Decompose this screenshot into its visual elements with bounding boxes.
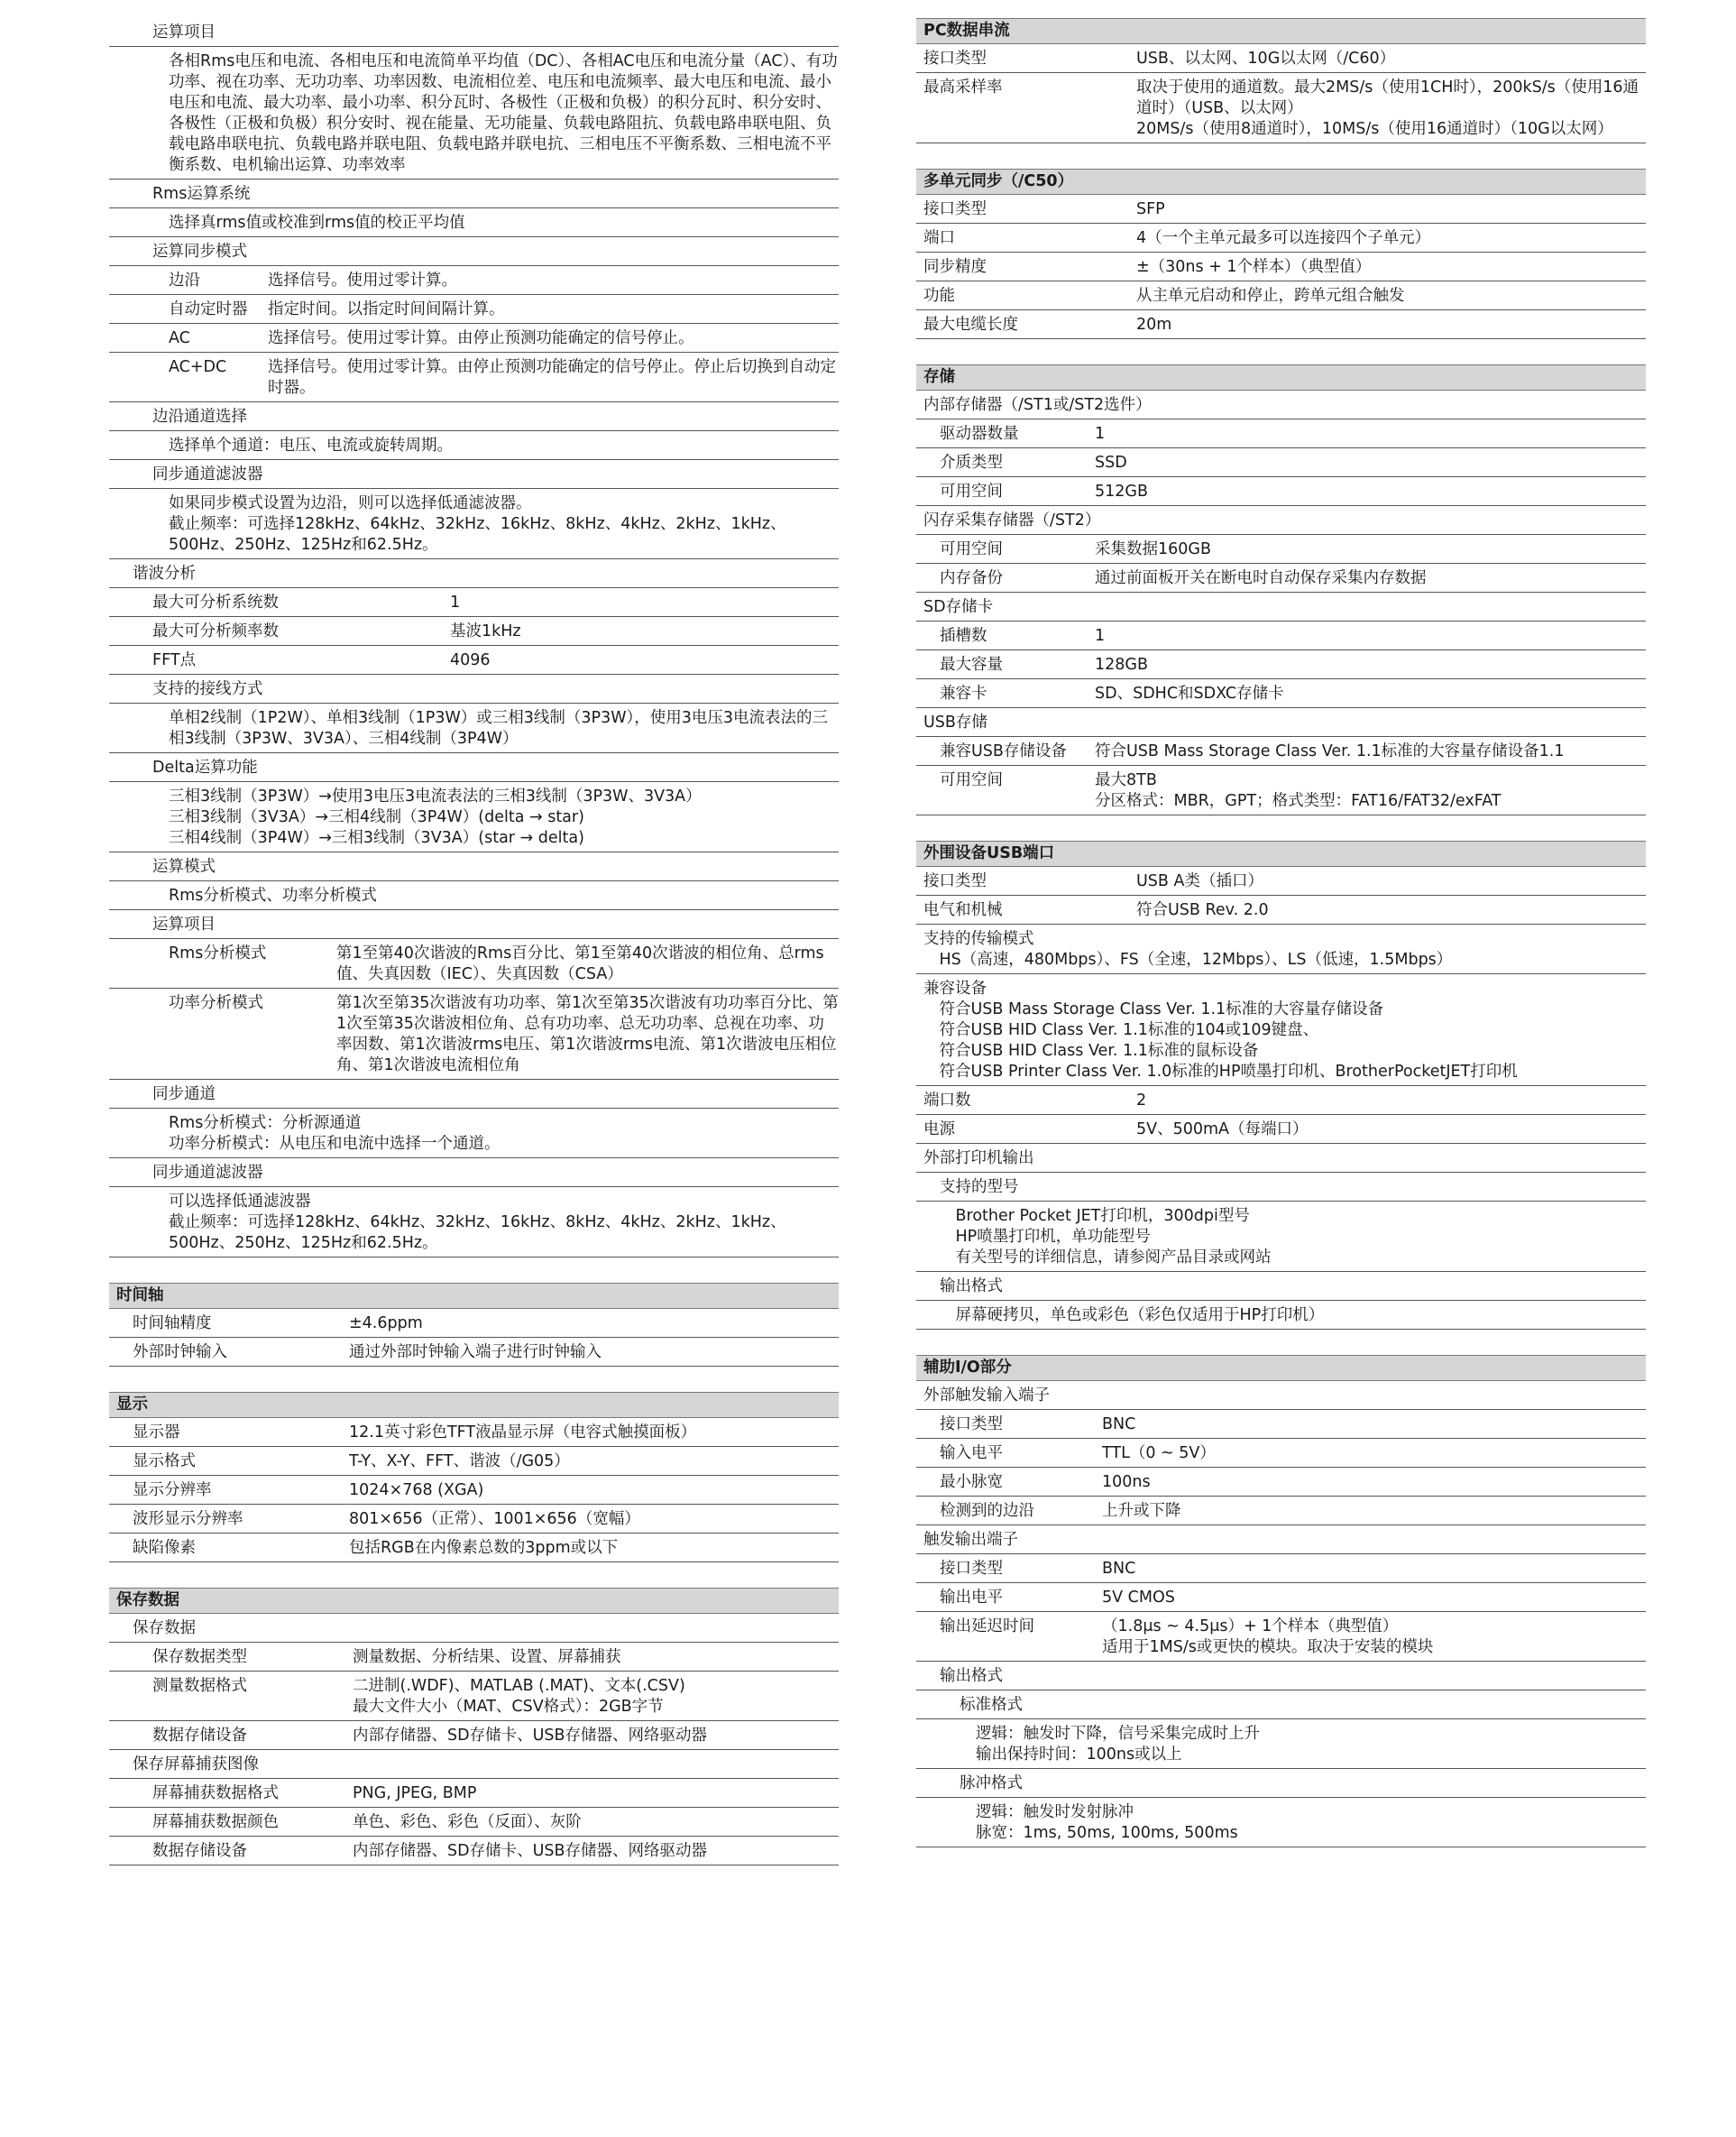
spec-value: 1 [1095,627,1106,645]
spec-description: Brother Pocket JET打印机，300dpi型号 HP喷墨打印机，单功能型号 有关型号的详细信息，请参阅产品目录或网站 [916,1202,1646,1272]
spec-label: 缺陷像素 [133,1539,196,1557]
section-header: 显示 [109,1392,839,1418]
spec-row [109,588,839,617]
spec-group-heading: 运算项目 [109,18,839,47]
spec-label: 最大可分析频率数 [152,622,279,640]
spec-row [916,448,1646,477]
spec-label: 屏幕捕获数据颜色 [152,1813,279,1831]
spec-description: 支持的传输模式 HS（高速，480Mbps）、FS（全速，12Mbps）、LS（低速，1.5Mbps） [916,925,1646,974]
section-header: PC数据串流 [916,18,1646,44]
section-header: 多单元同步（/C50） [916,169,1646,195]
spec-row [916,766,1646,815]
spec-value: 4（一个主单元最多可以连接四个子单元） [1136,229,1431,247]
spec-label: 时间轴精度 [133,1314,212,1332]
spec-value: 测量数据、分析结果、设置、屏幕捕获 [353,1648,621,1666]
spec-row [916,477,1646,506]
section-header: 外围设备USB端口 [916,841,1646,867]
section-spacer [109,1562,839,1588]
spec-label: 数据存储设备 [152,1727,247,1745]
spec-group-heading: 保存数据 [109,1614,839,1643]
spec-label: 接口类型 [923,50,987,68]
spec-value: 从主单元启动和停止，跨单元组合触发 [1136,287,1405,305]
spec-group-heading: 输出格式 [916,1272,1646,1301]
spec-label: 显示器 [133,1423,180,1442]
spec-label: 内存备份 [940,569,1003,587]
spec-label: 输出延迟时间 [940,1617,1034,1635]
spec-label: 边沿 [169,272,200,290]
spec-row [109,617,839,646]
spec-row [916,535,1646,564]
spec-row [109,1418,839,1447]
spec-label: 输出电平 [940,1589,1003,1607]
spec-row [916,896,1646,925]
spec-value: USB、以太网、10G以太网（/C60） [1136,50,1396,68]
spec-row [109,1476,839,1505]
spec-row [109,1721,839,1750]
spec-value: TTL（0 ~ 5V） [1102,1444,1216,1462]
section-spacer [916,1330,1646,1355]
spec-row [109,1672,839,1721]
spec-value: 选择信号。使用过零计算。由停止预测功能确定的信号停止。停止后切换到自动定时器。 [268,358,836,397]
spec-value: 第1次至第35次谐波有功功率、第1次至第35次谐波有功功率百分比、第1次至第35次谐波相位角、总有功功率、总无功功率、总视在功率、功率因数、第1次谐波rms电压、第1次谐波rms电流、第1次谐波电压相位角、第1次谐波电流相位角 [336,994,839,1074]
section-header: 保存数据 [109,1588,839,1614]
spec-description: 选择单个通道：电压、电流或旋转周期。 [109,431,839,460]
spec-row [916,1086,1646,1115]
spec-value: 12.1英寸彩色TFT液晶显示屏（电容式触摸面板） [349,1423,697,1442]
spec-value: 801×656（正常）、1001×656（宽幅） [349,1510,640,1528]
spec-group-heading: 输出格式 [916,1662,1646,1690]
spec-row [109,1643,839,1672]
spec-row [109,1447,839,1476]
spec-label: 可用空间 [940,483,1003,501]
spec-value: 4096 [450,651,491,669]
spec-value: SFP [1136,200,1165,218]
spec-row [109,1505,839,1534]
section-spacer [109,1367,839,1392]
spec-value: 100ns [1102,1473,1151,1491]
spec-row [916,679,1646,708]
section-spacer [916,339,1646,364]
spec-value: 基波1kHz [450,622,521,640]
spec-label: 插槽数 [940,627,987,645]
spec-label: 输入电平 [940,1444,1003,1462]
spec-row [916,867,1646,896]
spec-group-heading: SD存储卡 [916,593,1646,622]
spec-row [109,295,839,324]
spec-label: AC+DC [169,358,227,376]
spec-label: 接口类型 [923,872,987,890]
spec-group-heading: 支持的型号 [916,1173,1646,1202]
spec-row [109,646,839,675]
spec-row [109,1534,839,1562]
spec-value: 选择信号。使用过零计算。由停止预测功能确定的信号停止。 [268,329,694,347]
spec-label: 波形显示分辨率 [133,1510,243,1528]
spec-row [916,1468,1646,1497]
spec-value: 通过外部时钟输入端子进行时钟输入 [349,1343,602,1361]
spec-description: 如果同步模式设置为边沿，则可以选择低通滤波器。 截止频率：可选择128kHz、64kHz、32kHz、16kHz、8kHz、4kHz、2kHz、1kHz、500Hz、250Hz、125Hz和62.5Hz。 [109,489,839,559]
spec-label: 数据存储设备 [152,1842,247,1860]
spec-group-heading: 同步通道滤波器 [109,1158,839,1187]
spec-label: FFT点 [152,651,197,669]
spec-label: 外部时钟输入 [133,1343,227,1361]
spec-row [916,1115,1646,1144]
spec-label: 驱动器数量 [940,425,1019,443]
spec-row [916,1497,1646,1525]
spec-group-heading: 支持的接线方式 [109,675,839,704]
spec-row [109,1837,839,1865]
spec-row [109,939,839,989]
spec-group-heading: 保存屏幕捕获图像 [109,1750,839,1779]
spec-row [916,281,1646,310]
spec-value: 采集数据160GB [1095,540,1211,558]
spec-label: 功能 [923,287,955,305]
spec-group-heading: 同步通道滤波器 [109,460,839,489]
spec-description: 可以选择低通滤波器 截止频率：可选择128kHz、64kHz、32kHz、16kHz、8kHz、4kHz、2kHz、1kHz、500Hz、250Hz、125Hz和62.5Hz。 [109,1187,839,1257]
spec-description: 选择真rms值或校准到rms值的校正平均值 [109,208,839,237]
spec-value: 内部存储器、SD存储卡、USB存储器、网络驱动器 [353,1842,708,1860]
spec-group-heading: 运算项目 [109,910,839,939]
spec-value: 单色、彩色、彩色（反面）、灰阶 [353,1813,582,1831]
spec-value: 选择信号。使用过零计算。 [268,272,457,290]
spec-label: 屏幕捕获数据格式 [152,1784,279,1802]
spec-value: PNG, JPEG, BMP [353,1784,477,1802]
spec-label: AC [169,329,190,347]
spec-value: 上升或下降 [1102,1502,1181,1520]
spec-label: 可用空间 [940,771,1003,789]
spec-label: 测量数据格式 [152,1677,247,1695]
spec-row [916,253,1646,281]
spec-row [916,622,1646,650]
spec-value: 128GB [1095,656,1148,674]
spec-label: 接口类型 [940,1560,1003,1578]
spec-row [109,1808,839,1837]
spec-value: 取决于使用的通道数。最大2MS/s（使用1CH时），200kS/s（使用16通道时）（USB、以太网） 20MS/s（使用8通道时），10MS/s（使用16通道时）（10G以太网） [1136,78,1640,138]
spec-label: 保存数据类型 [152,1648,247,1666]
spec-label: 兼容卡 [940,685,987,703]
spec-label: 端口数 [923,1092,971,1110]
spec-group-heading: 外部打印机输出 [916,1144,1646,1173]
section-header: 存储 [916,364,1646,391]
section-header: 辅助I/O部分 [916,1355,1646,1381]
spec-label: 自动定时器 [169,300,248,318]
spec-row [916,1554,1646,1583]
spec-value: 1 [450,594,461,612]
spec-row [109,1779,839,1808]
spec-description: Rms分析模式：分析源通道 功率分析模式：从电压和电流中选择一个通道。 [109,1109,839,1158]
spec-row [916,310,1646,339]
spec-group-heading: 触发输出端子 [916,1525,1646,1554]
spec-value: 通过前面板开关在断电时自动保存采集内存数据 [1095,569,1427,587]
spec-row [916,224,1646,253]
spec-value: 1 [1095,425,1106,443]
spec-value: 5V CMOS [1102,1589,1175,1607]
spec-description: 单相2线制（1P2W）、单相3线制（1P3W）或三相3线制（3P3W），使用3电压3电流表法的三相3线制（3P3W、3V3A）、三相4线制（3P4W） [109,704,839,753]
spec-group-heading: 同步通道 [109,1080,839,1109]
spec-description: 逻辑：触发时下降，信号采集完成时上升 输出保持时间：100ns或以上 [916,1719,1646,1769]
spec-group-heading: 运算模式 [109,852,839,881]
spec-row [916,44,1646,73]
spec-value: 二进制(.WDF)、MATLAB (.MAT)、文本(.CSV) 最大文件大小（MAT、CSV格式）：2GB字节 [353,1677,685,1716]
spec-label: 接口类型 [940,1415,1003,1433]
section-spacer [916,143,1646,169]
spec-value: 1024×768 (XGA) [349,1481,484,1499]
section-spacer [109,1257,839,1283]
spec-value: 5V、500mA（每端口） [1136,1120,1309,1138]
spec-row [916,195,1646,224]
spec-value: USB A类（插口） [1136,872,1263,890]
spec-label: 显示分辨率 [133,1481,212,1499]
spec-value: 2 [1136,1092,1147,1110]
spec-value: 512GB [1095,483,1148,501]
spec-value: 包括RGB在内像素总数的3ppm或以下 [349,1539,619,1557]
spec-label: 同步精度 [923,258,987,276]
spec-description: 兼容设备 符合USB Mass Storage Class Ver. 1.1标准的大容量存储设备 符合USB HID Class Ver. 1.1标准的104或109键盘、 符合USB HID Class Ver. 1.1标准的鼠标设备 符合USB Printer Class Ver. 1.0标准的HP喷墨打印机、BrotherPocketJET打印机 [916,974,1646,1086]
spec-label: 检测到的边沿 [940,1502,1034,1520]
spec-label: 显示格式 [133,1452,196,1470]
spec-label: 最大电缆长度 [923,316,1018,334]
spec-row [109,324,839,353]
spec-row [916,1612,1646,1662]
spec-row [916,564,1646,593]
spec-label: 介质类型 [940,454,1003,472]
spec-row [916,73,1646,143]
spec-description: 逻辑：触发时发射脉冲 脉宽：1ms, 50ms, 100ms, 500ms [916,1798,1646,1847]
spec-group-heading: Rms运算系统 [109,180,839,208]
spec-group-heading: Delta运算功能 [109,753,839,782]
spec-group-heading: 标准格式 [916,1690,1646,1719]
spec-row [109,266,839,295]
spec-value: 第1至第40次谐波的Rms百分比、第1至第40次谐波的相位角、总rms值、失真因数（IEC）、失真因数（CSA） [336,944,824,983]
spec-description: 屏幕硬拷贝，单色或彩色（彩色仅适用于HP打印机） [916,1301,1646,1330]
spec-label: 最高采样率 [923,78,1003,97]
spec-group-heading: 边沿通道选择 [109,402,839,431]
spec-row [916,419,1646,448]
spec-label: 最大容量 [940,656,1003,674]
spec-group-heading: 闪存采集存储器（/ST2） [916,506,1646,535]
spec-row [916,737,1646,766]
spec-description: 各相Rms电压和电流、各相电压和电流简单平均值（DC）、各相AC电压和电流分量（AC）、有功功率、视在功率、无功功率、功率因数、电流相位差、电压和电流频率、最大电压和电流、最小电压和电流、最大功率、最小功率、积分瓦时、各极性（正极和负极）的积分瓦时、积分安时、各极性（正极和负极）积分安时、视在能量、无功能量、负载电路阻抗、负载电路串联电阻、负载电路串联电抗、负载电路并联电阻、负载电路并联电抗、三相电压不平衡系数、三相电流不平衡系数、电机输出运算、功率效率 [109,47,839,180]
spec-row [916,1583,1646,1612]
spec-group-heading: USB存储 [916,708,1646,737]
spec-value: （1.8μs ~ 4.5μs）+ 1个样本（典型值） 适用于1MS/s或更快的模块。取决于安装的模块 [1102,1617,1434,1656]
spec-label: 接口类型 [923,200,987,218]
spec-label: 端口 [923,229,955,247]
section-spacer [916,815,1646,841]
spec-row [916,650,1646,679]
spec-label: Rms分析模式 [169,944,267,963]
left-spec-column [109,18,839,1865]
spec-group-heading: 运算同步模式 [109,237,839,266]
spec-value: 符合USB Rev. 2.0 [1136,901,1269,919]
spec-row [109,1338,839,1367]
spec-value: 指定时间。以指定时间间隔计算。 [268,300,505,318]
spec-row [109,353,839,402]
right-spec-column [916,18,1646,1847]
spec-label: 功率分析模式 [169,994,263,1012]
spec-value: ±（30ns + 1个样本）（典型值） [1136,258,1372,276]
spec-group-heading: 谐波分析 [109,559,839,588]
spec-label: 电源 [923,1120,955,1138]
spec-row [916,1410,1646,1439]
spec-row [109,989,839,1080]
spec-value: T-Y、X-Y、FFT、谐波（/G05） [349,1452,570,1470]
spec-group-heading: 外部触发输入端子 [916,1381,1646,1410]
spec-value: 最大8TB 分区格式：MBR，GPT；格式类型：FAT16/FAT32/exFAT [1095,771,1502,810]
spec-label: 兼容USB存储设备 [940,742,1067,760]
spec-description: Rms分析模式、功率分析模式 [109,881,839,910]
spec-value: 20m [1136,316,1172,334]
spec-value: SSD [1095,454,1127,472]
spec-label: 最小脉宽 [940,1473,1003,1491]
spec-value: 符合USB Mass Storage Class Ver. 1.1标准的大容量存储设备1.1 [1095,742,1565,760]
spec-value: BNC [1102,1415,1136,1433]
spec-description: 三相3线制（3P3W）→使用3电压3电流表法的三相3线制（3P3W、3V3A） 三相3线制（3V3A）→三相4线制（3P4W）(delta → star) 三相4线制（3P4W）→三相3线制（3V3A）(star → delta) [109,782,839,852]
spec-group-heading: 内部存储器（/ST1或/ST2选件） [916,391,1646,419]
spec-value: BNC [1102,1560,1136,1578]
spec-value: ±4.6ppm [349,1314,423,1332]
spec-value: SD、SDHC和SDXC存储卡 [1095,685,1284,703]
spec-label: 可用空间 [940,540,1003,558]
spec-value: 内部存储器、SD存储卡、USB存储器、网络驱动器 [353,1727,708,1745]
section-header: 时间轴 [109,1283,839,1309]
spec-row [109,1309,839,1338]
spec-label: 最大可分析系统数 [152,594,279,612]
spec-row [916,1439,1646,1468]
spec-label: 电气和机械 [923,901,1003,919]
spec-group-heading: 脉冲格式 [916,1769,1646,1798]
